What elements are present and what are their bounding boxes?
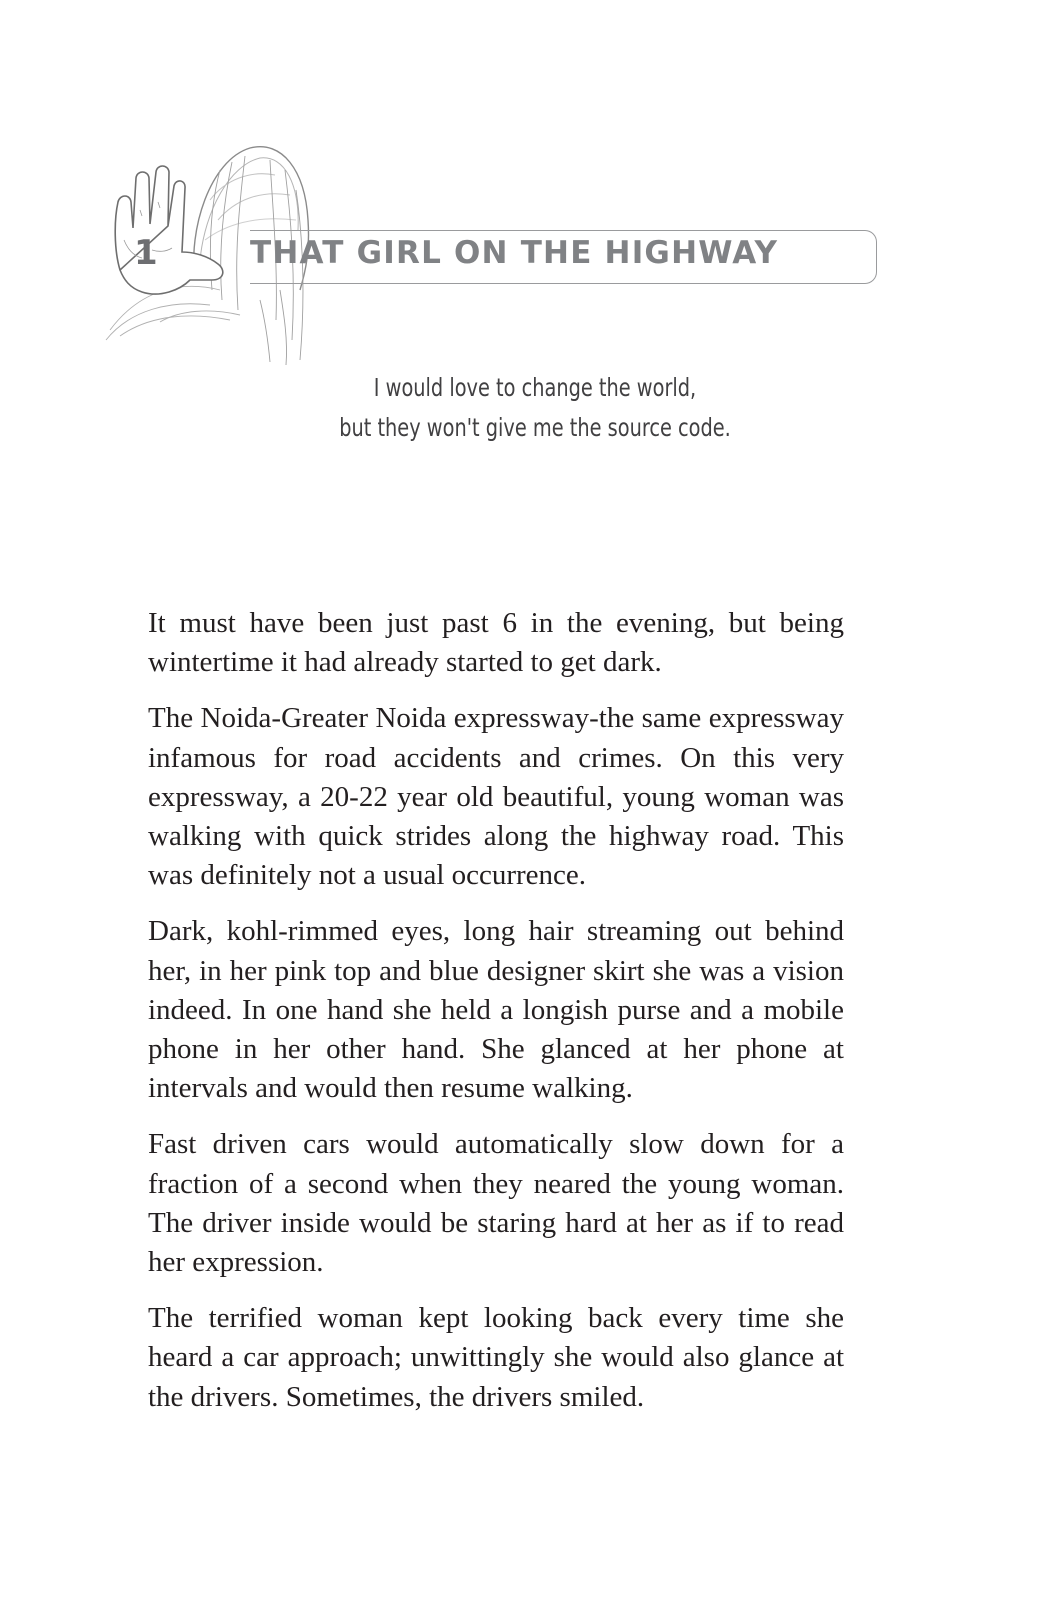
epigraph <box>333 368 737 448</box>
paragraph: Dark, kohl-rimmed eyes, long hair streaming out behind her, in her pink top and blue designer skirt she was a vision indeed. In one hand she held a longish purse and a mobile phone in her other hand. She glanced at her phone at intervals and would then resume walking. <box>148 915 844 1105</box>
epigraph-line: I would love to change the world, <box>373 373 697 402</box>
paragraph: The Noida-Greater Noida expressway-the same expressway infamous for road accidents and crimes. On this very expressway, a 20-22 year old beautiful, young woman was walking with quick strides along the highway road. This was definitely not a usual occurrence. <box>148 702 844 892</box>
chapter-number: 1 <box>134 233 158 273</box>
chapter-title: THAT GIRL ON THE HIGHWAY <box>250 235 779 271</box>
epigraph-line: but they won't give me the source code. <box>339 413 731 442</box>
paragraph: The terrified woman kept looking back every time she heard a car approach; unwittingly she would also glance at the drivers. Sometimes, the drivers smiled. <box>148 1302 844 1413</box>
paragraph: It must have been just past 6 in the evening, but being wintertime it had already started to get dark. <box>148 607 844 679</box>
chapter-body <box>148 604 844 1434</box>
paragraph: Fast driven cars would automatically slow down for a fraction of a second when they neared the young woman. The driver inside would be staring hard at her as if to read her expression. <box>148 1128 844 1279</box>
chapter-header <box>100 140 880 370</box>
